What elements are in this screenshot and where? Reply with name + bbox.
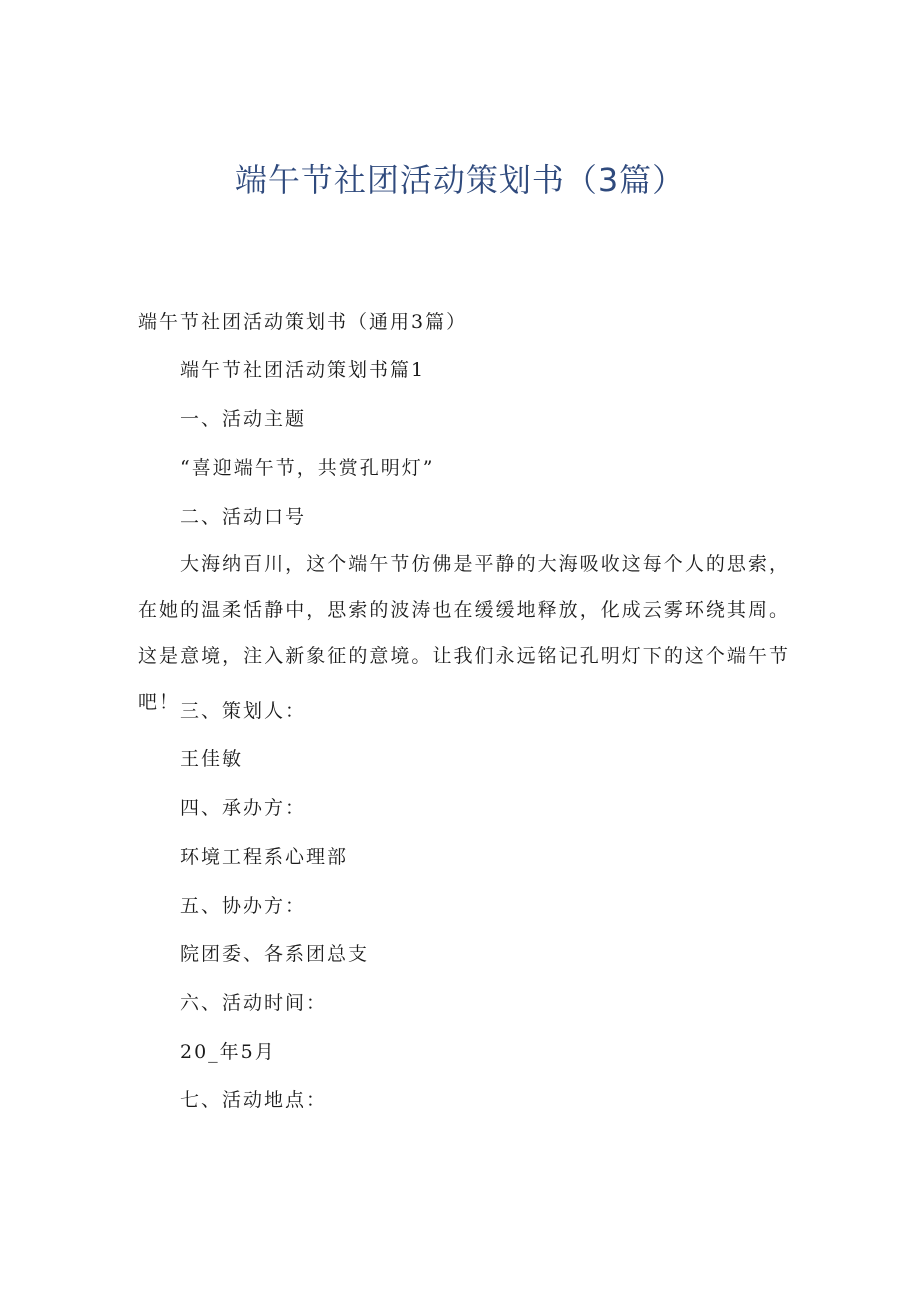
heading-slogan: 二、活动口号 [180, 506, 307, 528]
planner-text: 王佳敏 [180, 748, 244, 770]
coorganizer-text: 院团委、各系团总支 [180, 943, 370, 965]
slogan-paragraph: 大海纳百川，这个端午节仿佛是平静的大海吸收这每个人的思索，在她的温柔恬静中，思索的波涛也在缓缓地释放，化成云雾环绕其周。这是意境，注入新象征的意境。让我们永远铭记孔明灯下的这个端午节吧！ [138, 553, 790, 713]
heading-time: 六、活动时间： [180, 992, 328, 1014]
heading-location: 七、活动地点： [180, 1089, 328, 1111]
theme-text: “喜迎端午节，共赏孔明灯” [180, 457, 435, 479]
document-title: 端午节社团活动策划书（3篇） [234, 161, 686, 199]
heading-theme: 一、活动主题 [180, 408, 307, 430]
heading-planner: 三、策划人： [180, 700, 307, 722]
heading-coorganizer: 五、协办方： [180, 895, 307, 917]
time-text: 20_年5月 [180, 1041, 276, 1063]
heading-organizer: 四、承办方： [180, 797, 307, 819]
section-title: 端午节社团活动策划书篇1 [180, 359, 426, 381]
document-subtitle: 端午节社团活动策划书（通用3篇） [138, 311, 468, 333]
organizer-text: 环境工程系心理部 [180, 846, 349, 868]
